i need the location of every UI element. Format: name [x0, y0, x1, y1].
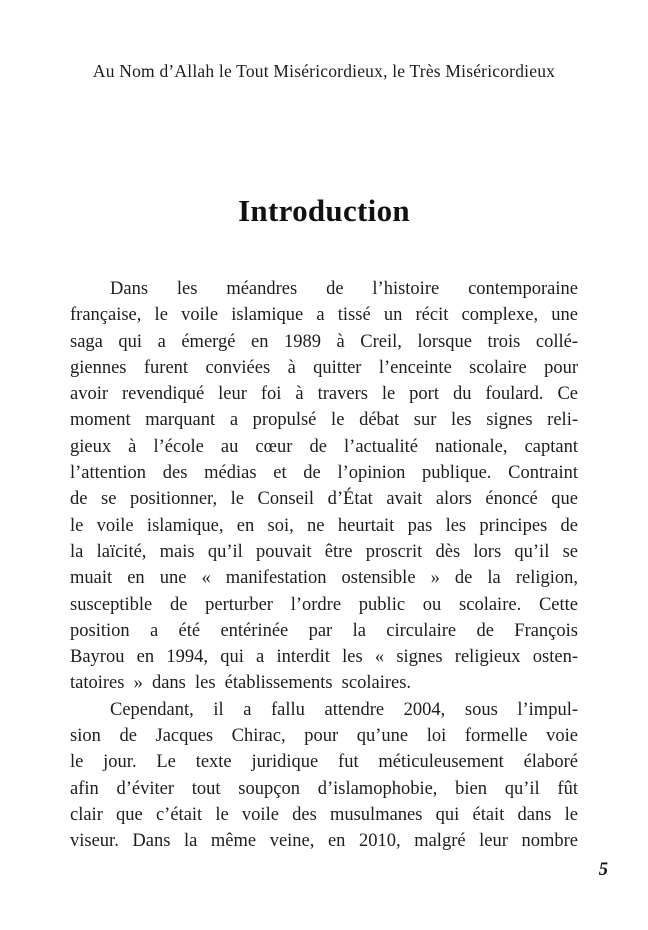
- text-line: clair que c’était le voile des musulmanes qui était dans le: [70, 804, 578, 825]
- paragraph-1: [70, 276, 578, 697]
- text-line: giennes furent conviées à quitter l’enceinte scolaire pour: [70, 357, 578, 378]
- text-line: susceptible de perturber l’ordre public ou scolaire. Cette: [70, 594, 578, 615]
- text-line: le jour. Le texte juridique fut méticuleusement élaboré: [70, 752, 578, 773]
- text-line: gieux à l’école au cœur de l’actualité nationale, captant: [70, 436, 578, 457]
- text-line: tatoires » dans les établissements scolaires.: [70, 673, 412, 694]
- text-line: de se positionner, le Conseil d’État avait alors énoncé que: [70, 489, 578, 510]
- text-line: moment marquant a propulsé le débat sur les signes reli-: [70, 410, 578, 431]
- text-line: Bayrou en 1994, qui a interdit les « signes religieux osten-: [70, 647, 578, 668]
- chapter-title: Introduction: [238, 193, 410, 228]
- page-number: 5: [598, 860, 608, 880]
- text-line: l’attention des médias et de l’opinion publique. Contraint: [70, 463, 578, 484]
- text-line: Cependant, il a fallu attendre 2004, sous l’impul-: [110, 699, 578, 720]
- paragraph-2: [70, 697, 578, 855]
- text-line: saga qui a émergé en 1989 à Creil, lorsque trois collé-: [70, 331, 578, 352]
- text-line: viseur. Dans la même veine, en 2010, malgré leur nombre: [70, 831, 578, 852]
- text-line: Dans les méandres de l’histoire contemporaine: [110, 279, 578, 299]
- text-line: position a été entérinée par la circulaire de François: [70, 620, 578, 641]
- text-line: muait en une « manifestation ostensible » de la religion,: [70, 568, 578, 589]
- text-line: sion de Jacques Chirac, pour qu’une loi formelle voie: [70, 726, 578, 747]
- text-line: française, le voile islamique a tissé un récit complexe, une: [70, 305, 578, 326]
- body-text: [70, 276, 578, 855]
- text-line: le voile islamique, en soi, ne heurtait pas les principes de: [70, 515, 578, 536]
- text-line: la laïcité, mais qu’il pouvait être proscrit dès lors qu’il se: [70, 541, 578, 562]
- text-line: avoir revendiqué leur foi à travers le port du foulard. Ce: [70, 384, 578, 405]
- text-line: afin d’éviter tout soupçon d’islamophobie, bien qu’il fût: [70, 778, 578, 799]
- bismillah-header: Au Nom d’Allah le Tout Miséricordieux, le Très Miséricordieux: [92, 61, 556, 81]
